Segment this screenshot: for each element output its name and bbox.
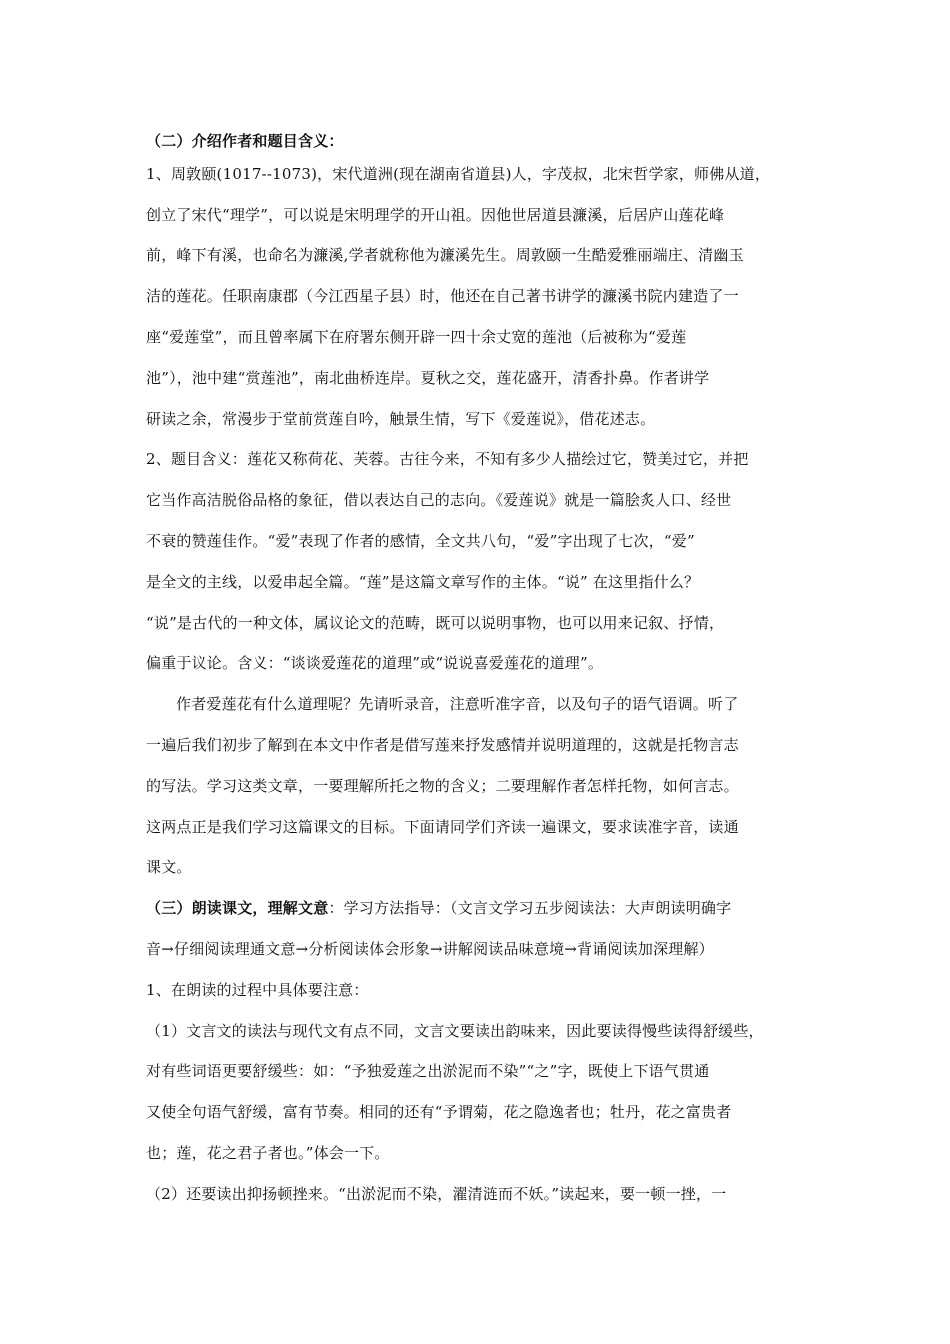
section-heading-3-line [146,898,731,918]
paragraph-line: 又使全句语气舒缓，富有节奏。相同的还有“予谓菊，花之隐逸者也；牡丹，花之富贵者 [146,1103,732,1121]
paragraph-line: 对有些词语更要舒缓些：如：“予独爱莲之出淤泥而不染”“之”字，既使上下语气贯通 [146,1062,710,1080]
paragraph-line: “说”是古代的一种文体，属议论文的范畴，既可以说明事物，也可以用来记叙、抒情， [146,614,725,632]
paragraph-line: （2）还要读出抑扬顿挫来。“出淤泥而不染，濯清涟而不妖。”读起来，要一顿一挫，一 [146,1185,727,1203]
paragraph-line: 座“爱莲堂”，而且曾率属下在府署东侧开辟一四十余丈宽的莲池（后被称为“爱莲 [146,328,687,346]
paragraph-line: 作者爱莲花有什么道理呢？先请听录音，注意听准字音，以及句子的语气语调。听了 [176,695,739,713]
paragraph-line: 的写法。学习这类文章，一要理解所托之物的含义；二要理解作者怎样托物，如何言志。 [146,777,739,795]
section-heading-2: （二）介绍作者和题目含义： [146,132,344,150]
paragraph-line: 音→仔细阅读理通文意→分析阅读体会形象→讲解阅读品味意境→背诵阅读加深理解） [146,940,714,958]
paragraph-line: 这两点正是我们学习这篇课文的目标。下面请同学们齐读一遍课文，要求读准字音，读通 [146,818,739,836]
paragraph-line: 1、周敦颐(1017--1073)，宋代道洲(现在湖南省道县)人，字茂叔，北宋哲学家，师佛从道， [146,165,771,183]
paragraph-line: 创立了宋代“理学”，可以说是宋明理学的开山祖。因他世居道县濂溪，后居庐山莲花峰 [146,206,725,224]
paragraph-line: 研读之余，常漫步于堂前赏莲自吟，触景生情，写下《爱莲说》，借花述志。 [146,410,656,428]
paragraph-line: 偏重于议论。含义：“谈谈爱莲花的道理”或“说说喜爱莲花的道理”。 [146,654,604,672]
paragraph-line: 前，峰下有溪，也命名为濂溪,学者就称他为濂溪先生。周敦颐一生酷爱雅丽端庄、清幽玉 [146,246,744,264]
paragraph-line: （1）文言文的读法与现代文有点不同，文言文要读出韵味来，因此要读得慢些读得舒缓些， [146,1022,764,1040]
paragraph-line: 它当作高洁脱俗品格的象征，借以表达自己的志向。《爱莲说》就是一篇脍炙人口、经世 [146,491,732,509]
paragraph-line: 课文。 [146,858,192,876]
paragraph-line: 1、在朗读的过程中具体要注意： [146,981,369,999]
paragraph-line: 也；莲，花之君子者也。”体会一下。 [146,1144,390,1162]
paragraph-line: 2、题目含义：莲花又称荷花、芙蓉。古往今来，不知有多少人描绘过它，赞美过它，并把 [146,450,749,468]
paragraph-line: 一遍后我们初步了解到在本文中作者是借写莲来抒发感情并说明道理的，这就是托物言志 [146,736,739,754]
paragraph-line: 不衰的赞莲佳作。“爱”表现了作者的感情，全文共八句，“爱”字出现了七次，“爱” [146,532,695,550]
paragraph-line-rest: ：学习方法指导：（文言文学习五步阅读法：大声朗读明确字 [328,899,732,917]
paragraph-line: 是全文的主线，以爱串起全篇。“莲”是这篇文章写作的主体。“说” 在这里指什么？ [146,573,700,591]
paragraph-line: 池”），池中建“赏莲池”，南北曲桥连岸。夏秋之交，莲花盛开，清香扑鼻。作者讲学 [146,369,710,387]
section-heading-3: （三）朗读课文，理解文意 [146,899,329,917]
paragraph-line: 洁的莲花。任职南康郡（今江西星子县）时，他还在自己著书讲学的濂溪书院内建造了一 [146,287,739,305]
